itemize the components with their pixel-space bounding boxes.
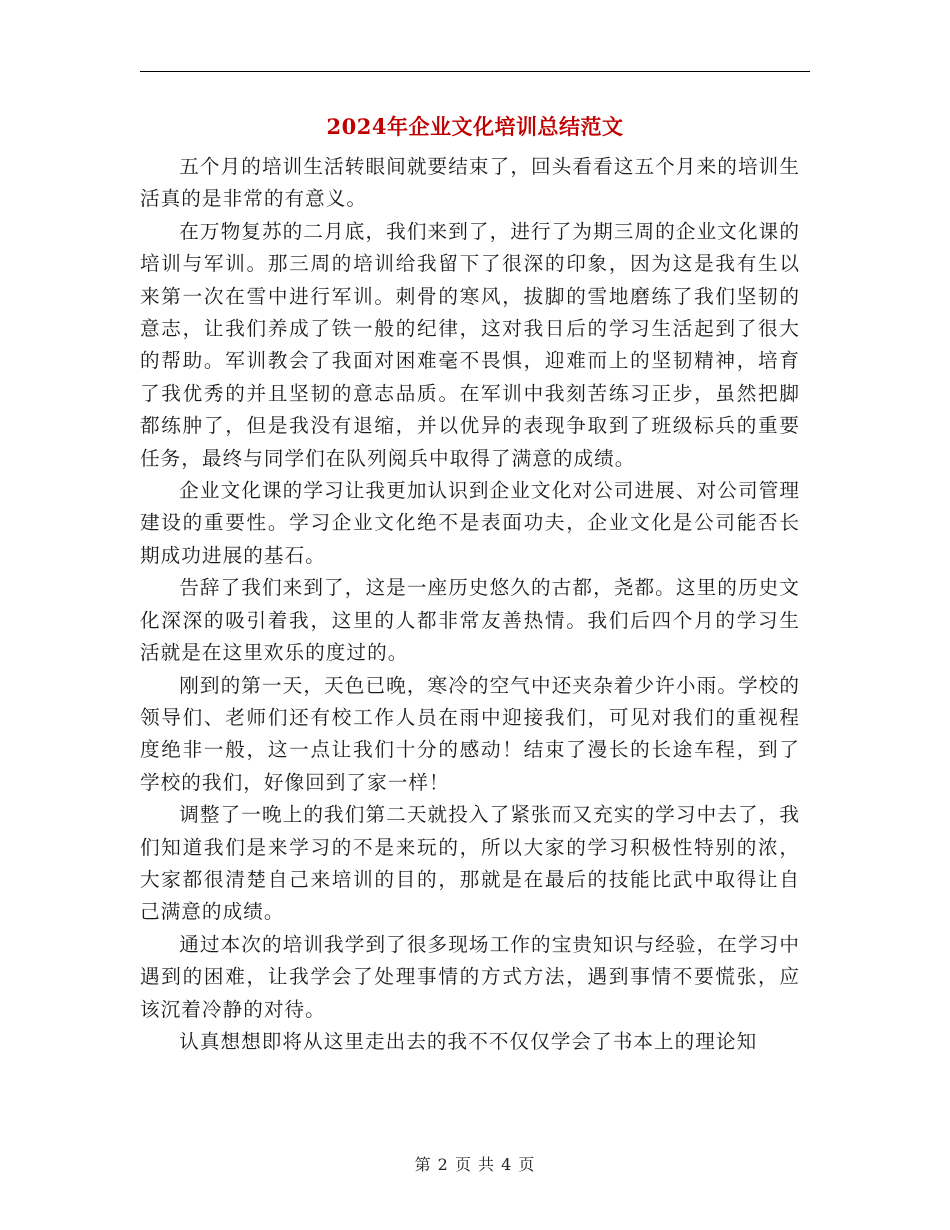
paragraph: 认真想想即将从这里走出去的我不不仅仅学会了书本上的理论知: [179, 1029, 758, 1053]
page-number-footer: 第 2 页 共 4 页: [414, 1155, 536, 1174]
paragraph: 告辞了我们来到了，这是一座历史悠久的古都，尧都。这里的历史文化深深的吸引着我，这里的人都非常友善热情。我们后四个月的学习生活就是在这里欢乐的度过的。: [140, 576, 800, 665]
paragraph: 调整了一晚上的我们第二天就投入了紧张而又充实的学习中去了，我们知道我们是来学习的不是来玩的，所以大家的学习积极性特别的浓，大家都很清楚自己来培训的目的，那就是在最后的技能比武中取得让自己满意的成绩。: [140, 803, 800, 924]
paragraph: 在万物复苏的二月底，我们来到了，进行了为期三周的企业文化课的培训与军训。那三周的培训给我留下了很深的印象，因为这是我有生以来第一次在雪中进行军训。刺骨的寒风，拔脚的雪地磨练了我们坚韧的意志，让我们养成了铁一般的纪律，这对我日后的学习生活起到了很大的帮助。军训教会了我面对困难毫不畏惧，迎难而上的坚韧精神，培育了我优秀的并且坚韧的意志品质。在军训中我刻苦练习正步，虽然把脚都练肿了，但是我没有退缩，并以优异的表现争取到了班级标兵的重要任务，最终与同学们在队列阅兵中取得了满意的成绩。: [140, 219, 800, 470]
paragraph: 通过本次的培训我学到了很多现场工作的宝贵知识与经验，在学习中遇到的困难，让我学会了处理事情的方式方法，遇到事情不要慌张，应该沉着冷静的对待。: [140, 932, 800, 1021]
document-body: [140, 151, 800, 1058]
header-rule: [140, 71, 810, 72]
paragraph: 企业文化课的学习让我更加认识到企业文化对公司进展、对公司管理建设的重要性。学习企业文化绝不是表面功夫，企业文化是公司能否长期成功进展的基石。: [140, 479, 800, 567]
paragraph: 五个月的培训生活转眼间就要结束了，回头看看这五个月来的培训生活真的是非常的有意义。: [140, 155, 800, 211]
document-title: 2024年企业文化培训总结范文: [326, 114, 624, 139]
paragraph: 刚到的第一天，天色已晚，寒冷的空气中还夹杂着少许小雨。学校的领导们、老师们还有校工作人员在雨中迎接我们，可见对我们的重视程度绝非一般，这一点让我们十分的感动！结束了漫长的长途车程，到了学校的我们，好像回到了家一样！: [140, 673, 800, 794]
